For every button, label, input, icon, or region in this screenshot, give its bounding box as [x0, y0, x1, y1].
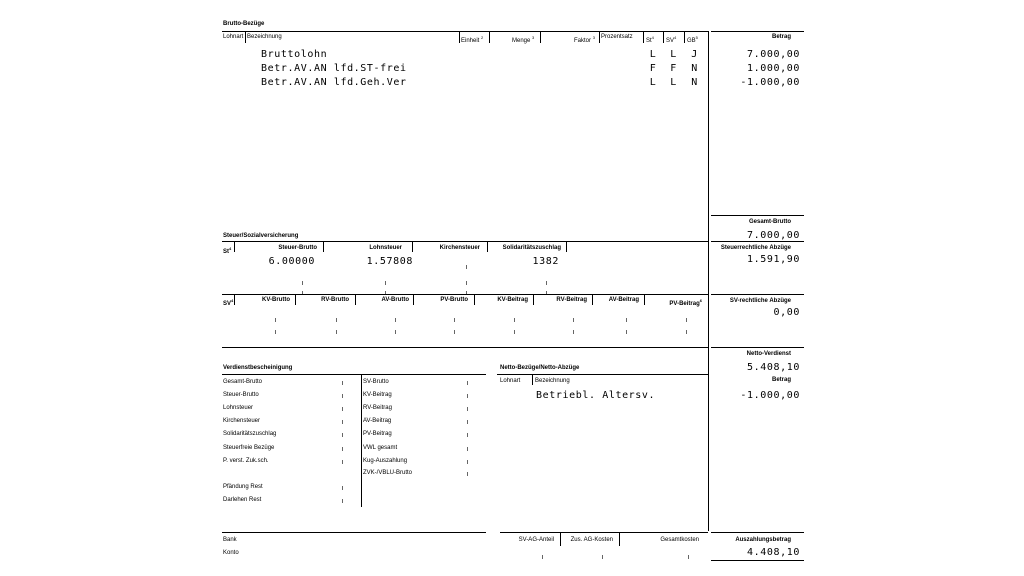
col-divider [592, 294, 593, 305]
col-divider [533, 294, 534, 305]
payslip-sheet [222, 0, 807, 576]
konto-label: Konto [223, 550, 239, 556]
av-brutto-label: AV-Brutto [381, 297, 409, 303]
netto-col-bezeichnung: Bezeichnung [535, 378, 570, 384]
sv-abzuege-line [711, 294, 804, 295]
verdienst-center-divider [361, 374, 362, 507]
col-divider [234, 294, 235, 305]
brutto-section-title: Brutto-Bezüge [223, 21, 265, 27]
steuer-abzuege-line [711, 241, 804, 242]
row-sv: L [670, 77, 677, 88]
col-divider [684, 31, 685, 43]
verdienst-left-item: Gesamt-Brutto [223, 379, 263, 385]
col-faktor: Faktor $^3$ [574, 35, 595, 44]
auszahlung-line [711, 532, 804, 533]
kirchensteuer-label: Kirchensteuer [439, 245, 480, 251]
col-divider [245, 31, 246, 43]
verdienst-left-item: Lohnsteuer [223, 405, 254, 411]
tick-mark [385, 281, 386, 285]
tick-mark [342, 447, 343, 451]
verdienst-right-item: AV-Beitrag [363, 418, 392, 424]
verdienst-title: Verdienstbescheinigung [223, 365, 293, 371]
costs-top-line [500, 532, 708, 533]
row-betrag: 1.000,00 [747, 63, 800, 74]
col-divider [474, 294, 475, 305]
col-divider [532, 374, 533, 385]
tick-mark [302, 281, 303, 285]
col-divider [459, 31, 460, 43]
rv-brutto-label: RV-Brutto [321, 297, 349, 303]
verdienst-header-line [222, 374, 486, 375]
sv-ag-anteil-label: SV-AG-Anteil [518, 537, 554, 543]
tick-mark [542, 555, 543, 559]
col-divider [644, 294, 645, 305]
verdienst-right-item: VWL gesamt [363, 445, 398, 451]
tick-mark [686, 330, 687, 334]
steuer-section-title: Steuer/Sozialversicherung [223, 233, 299, 239]
gesamtkosten-label: Gesamtkosten [660, 537, 699, 543]
col-divider [323, 241, 324, 252]
row-sv: F [670, 63, 677, 74]
tick-mark [573, 318, 574, 322]
tick-mark [336, 318, 337, 322]
av-beitrag-label: AV-Beitrag [608, 297, 639, 303]
tick-mark [626, 330, 627, 334]
tick-mark [466, 265, 467, 269]
tick-mark [342, 407, 343, 411]
tick-mark [466, 281, 467, 285]
tick-mark [342, 420, 343, 424]
col-divider [619, 532, 620, 546]
verdienst-left-item: Steuerfreie Bezüge [223, 445, 275, 451]
pfaendung-rest: Pfändung Rest [223, 484, 263, 490]
col-divider [560, 532, 561, 546]
row-st: F [649, 63, 657, 74]
col-divider [663, 31, 664, 43]
tick-mark [467, 420, 468, 424]
gesamt-brutto-label: Gesamt-Brutto [748, 219, 791, 225]
steuer-st-label: St$^4$ [223, 246, 232, 255]
tick-mark [395, 330, 396, 334]
col-lohnart: Lohnart [223, 34, 244, 40]
verdienst-right-item: Kug-Auszahlung [363, 458, 408, 464]
soli-label: Solidaritätszuschlag [502, 245, 561, 251]
col-divider [234, 241, 235, 252]
steuer-brutto-label: Steuer-Brutto [278, 245, 317, 251]
tick-mark [454, 318, 455, 322]
bank-label: Bank [223, 537, 237, 543]
tick-mark [546, 281, 547, 285]
row-st: L [649, 77, 657, 88]
col-divider [489, 31, 490, 43]
col-divider [295, 294, 296, 305]
col-divider [413, 294, 414, 305]
darlehen-rest: Darlehen Rest [223, 497, 262, 503]
col-betrag: Betrag [771, 34, 791, 40]
lohnsteuer-value: 1.57808 [366, 256, 413, 267]
tick-mark [467, 407, 468, 411]
tick-mark [275, 318, 276, 322]
auszahlung-value: 4.408,10 [747, 547, 800, 558]
pv-brutto-label: PV-Brutto [440, 297, 468, 303]
pv-beitrag-label: PV-Beitrag$^6$ [669, 298, 702, 307]
netto-header-line [497, 374, 708, 375]
tick-mark [395, 318, 396, 322]
auszahlung-label: Auszahlungsbetrag [735, 537, 791, 543]
verdienst-left-item: P. verst. Zuk.sch. [223, 458, 269, 464]
netto-verdienst-value: 5.408,10 [747, 362, 800, 373]
netto-betrag-label: Betrag [771, 377, 791, 383]
col-divider [599, 31, 600, 43]
col-st: St$^4$ [646, 35, 654, 44]
netto-col-lohnart: Lohnart [500, 378, 521, 384]
tick-mark [342, 486, 343, 490]
steuer-abzuege-label: Steuerrechtliche Abzüge [720, 245, 791, 251]
col-bezeichnung: Bezeichnung [247, 34, 282, 40]
steuer-header-line [222, 241, 708, 242]
col-gb: $GB^5$ [687, 35, 698, 44]
verdienst-right-item: RV-Beitrag [363, 405, 392, 411]
kv-brutto-label: KV-Brutto [262, 297, 290, 303]
col-einheit: Einheit $^2$ [461, 35, 484, 44]
netto-section-title: Netto-Bezüge/Netto-Abzüge [500, 365, 580, 371]
tick-mark [467, 447, 468, 451]
col-menge: Menge $^3$ [512, 35, 535, 44]
tick-mark [686, 318, 687, 322]
sv-bottom-line [222, 347, 708, 348]
col-divider [643, 31, 644, 43]
brutto-header-top-line [222, 31, 708, 32]
col-divider [540, 31, 541, 43]
tick-mark [602, 555, 603, 559]
tick-mark [514, 330, 515, 334]
sv-abzuege-value: 0,00 [773, 307, 800, 318]
row-gb: N [691, 77, 698, 88]
tick-mark [467, 394, 468, 398]
col-divider [355, 294, 356, 305]
tick-mark [275, 330, 276, 334]
netto-verdienst-label: Netto-Verdienst [746, 351, 791, 357]
tick-mark [342, 460, 343, 464]
sv-abzuege-label: SV-rechtliche Abzüge [729, 298, 791, 304]
steuer-brutto-value: 6.00000 [268, 256, 315, 267]
tick-mark [342, 499, 343, 503]
tick-mark [573, 330, 574, 334]
tick-mark [467, 460, 468, 464]
lohnsteuer-label: Lohnsteuer [369, 245, 402, 251]
row-st: L [649, 49, 657, 60]
verdienst-right-item: KV-Beitrag [363, 392, 392, 398]
verdienst-left-item: Kirchensteuer [223, 418, 261, 424]
row-gb: N [691, 63, 698, 74]
tick-mark [626, 318, 627, 322]
col-sv: $SV^4$ [666, 35, 677, 44]
tick-mark [467, 381, 468, 385]
tick-mark [467, 433, 468, 437]
auszahlung-bottom-line [711, 560, 804, 561]
netto-row-bezeichnung: Betriebl. Altersv. [536, 390, 656, 401]
row-betrag: 7.000,00 [747, 49, 800, 60]
main-right-border [708, 31, 709, 531]
gesamt-brutto-line [711, 215, 804, 216]
netto-line [711, 347, 804, 348]
row-betrag: -1.000,00 [740, 77, 800, 88]
zus-ag-kosten-label: Zus. AG-Kosten [570, 537, 613, 543]
verdienst-right-item: PV-Beitrag [363, 431, 392, 437]
col-divider [566, 241, 567, 252]
row-bezeichnung: Betr.AV.AN lfd.ST-frei [261, 63, 407, 74]
verdienst-left-item: Solidaritätszuschlag [223, 431, 277, 437]
tick-mark [688, 555, 689, 559]
betrag-header-top-line [711, 31, 804, 32]
bank-top-line [222, 532, 486, 533]
col-divider [487, 241, 488, 252]
tick-mark [514, 318, 515, 322]
row-bezeichnung: Bruttolohn [261, 49, 328, 60]
netto-row-betrag: -1.000,00 [740, 390, 800, 401]
tick-mark [467, 472, 468, 476]
kv-beitrag-label: KV-Beitrag [497, 297, 528, 303]
row-sv: L [670, 49, 677, 60]
tick-mark [336, 330, 337, 334]
soli-value: 1382 [532, 256, 559, 267]
row-gb: J [691, 49, 698, 60]
verdienst-right-item: SV-Brutto [363, 379, 389, 385]
sv-label: $SV^4$ [223, 298, 234, 307]
col-prozentsatz: Prozentsatz [601, 34, 633, 40]
tick-mark [342, 433, 343, 437]
col-divider [412, 241, 413, 252]
tick-mark [342, 381, 343, 385]
gesamt-brutto-value: 7.000,00 [747, 230, 800, 241]
steuer-abzuege-value: 1.591,90 [747, 254, 800, 265]
verdienst-left-item: Steuer-Brutto [223, 392, 259, 398]
rv-beitrag-label: RV-Beitrag [556, 297, 587, 303]
row-bezeichnung: Betr.AV.AN lfd.Geh.Ver [261, 77, 407, 88]
verdienst-right-item: ZVK-/VBLU-Brutto [363, 470, 413, 476]
tick-mark [454, 330, 455, 334]
tick-mark [342, 394, 343, 398]
